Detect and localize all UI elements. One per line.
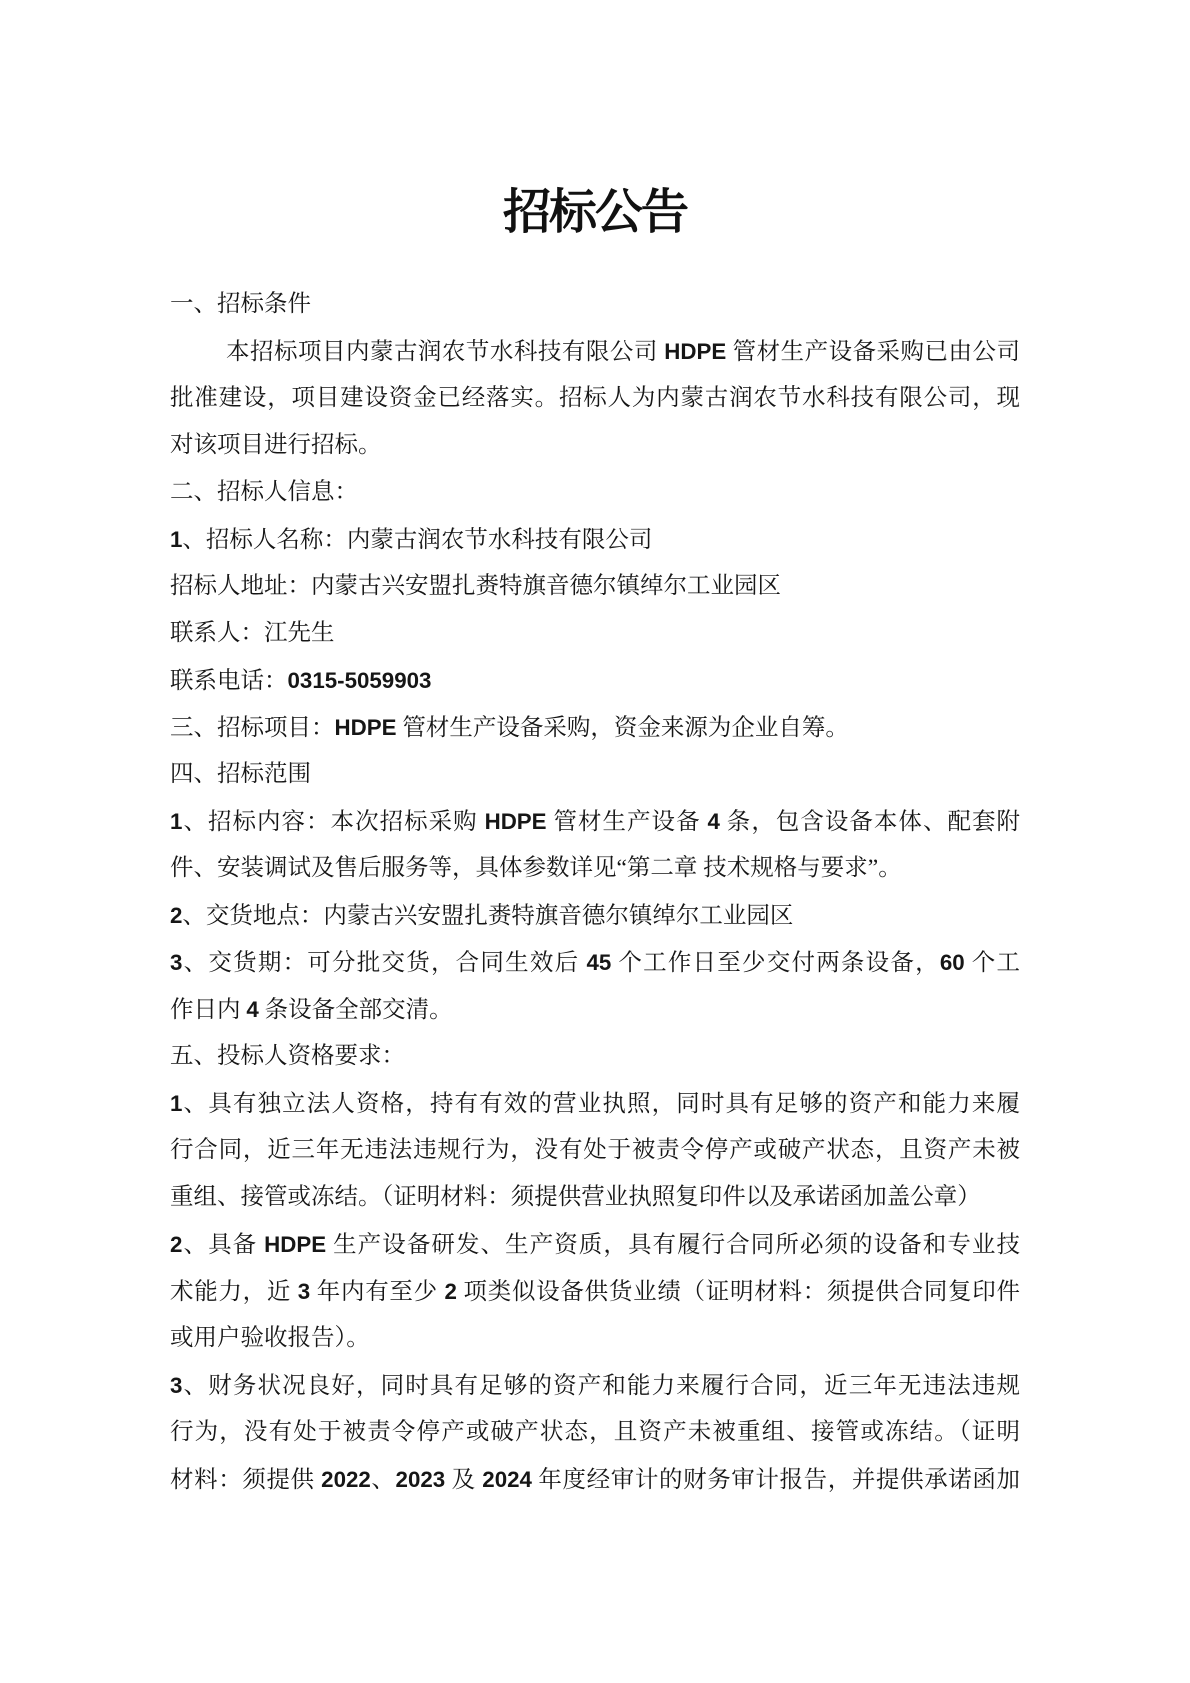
body-line: 一、招标条件 — [170, 291, 311, 317]
body-line: 材料：须提供 2022、2023 及 2024 年度经审计的财务审计报告，并提供承诺函加 — [170, 1467, 1020, 1493]
latin-text-run: 2 — [170, 903, 183, 928]
body-line: 行合同，近三年无违法违规行为，没有处于被责令停产或破产状态，且资产未被 — [170, 1137, 1020, 1163]
body-line: 件、安装调试及售后服务等，具体参数详见“第二章 技术规格与要求”。 — [170, 855, 902, 881]
page-title: 招标公告 — [502, 186, 687, 239]
latin-text-run: 60 — [939, 950, 965, 975]
body-line: 招标人地址：内蒙古兴安盟扎赉特旗音德尔镇绰尔工业园区 — [170, 573, 781, 599]
latin-text-run: HDPE — [484, 809, 547, 834]
body-line: 批准建设，项目建设资金已经落实。招标人为内蒙古润农节水科技有限公司，现 — [170, 385, 1020, 411]
latin-text-run: 1 — [170, 809, 183, 834]
body-line: 2、具备 HDPE 生产设备研发、生产资质，具有履行合同所必须的设备和专业技 — [170, 1232, 1020, 1258]
body-line: 二、招标人信息： — [170, 479, 358, 505]
body-line: 对该项目进行招标。 — [170, 432, 382, 458]
latin-text-run: 1 — [170, 527, 183, 552]
body-line: 重组、接管或冻结。（证明材料：须提供营业执照复印件以及承诺函加盖公章） — [170, 1184, 981, 1210]
body-line: 联系电话：0315-5059903 — [170, 668, 432, 694]
latin-text-run: 2024 — [482, 1467, 532, 1492]
latin-text-run: 3 — [297, 1279, 311, 1304]
latin-text-run: 1 — [170, 1091, 183, 1116]
latin-text-run: 2 — [444, 1279, 457, 1304]
latin-text-run: 2022 — [321, 1467, 371, 1492]
body-line: 本招标项目内蒙古润农节水科技有限公司 HDPE 管材生产设备采购已由公司 — [226, 339, 1020, 365]
latin-text-run: HDPE — [334, 715, 397, 740]
body-line: 1、具有独立法人资格，持有有效的营业执照，同时具有足够的资产和能力来履 — [170, 1091, 1020, 1117]
latin-text-run: HDPE — [264, 1232, 327, 1257]
body-line: 三、招标项目：HDPE 管材生产设备采购，资金来源为企业自筹。 — [170, 715, 849, 741]
body-line: 作日内 4 条设备全部交清。 — [170, 997, 453, 1023]
body-line: 3、交货期：可分批交货，合同生效后 45 个工作日至少交付两条设备，60 个工 — [170, 950, 1020, 976]
body-line: 术能力，近 3 年内有至少 2 项类似设备供货业绩（证明材料：须提供合同复印件 — [170, 1279, 1020, 1305]
body-line: 2、交货地点：内蒙古兴安盟扎赉特旗音德尔镇绰尔工业园区 — [170, 903, 794, 929]
body-line: 或用户验收报告）。 — [170, 1325, 370, 1351]
body-line: 1、招标人名称：内蒙古润农节水科技有限公司 — [170, 527, 653, 553]
latin-text-run: 4 — [246, 997, 259, 1022]
latin-text-run: 4 — [707, 809, 720, 834]
latin-text-run: 3 — [170, 1373, 183, 1398]
body-line: 四、招标范围 — [170, 761, 311, 787]
latin-text-run: 0315-5059903 — [287, 668, 432, 693]
body-line: 联系人：江先生 — [170, 620, 335, 646]
body-line: 1、招标内容：本次招标采购 HDPE 管材生产设备 4 条，包含设备本体、配套附 — [170, 809, 1020, 835]
body-line: 行为，没有处于被责令停产或破产状态，且资产未被重组、接管或冻结。（证明 — [170, 1419, 1020, 1445]
latin-text-run: HDPE — [664, 339, 727, 364]
latin-text-run: 2023 — [395, 1467, 446, 1492]
body-line: 3、财务状况良好，同时具有足够的资产和能力来履行合同，近三年无违法违规 — [170, 1373, 1020, 1399]
body-line: 五、投标人资格要求： — [170, 1043, 405, 1069]
latin-text-run: 45 — [586, 950, 612, 975]
document-body — [170, 281, 1020, 1503]
latin-text-run: 2 — [170, 1232, 183, 1257]
latin-text-run: 3 — [170, 950, 183, 975]
